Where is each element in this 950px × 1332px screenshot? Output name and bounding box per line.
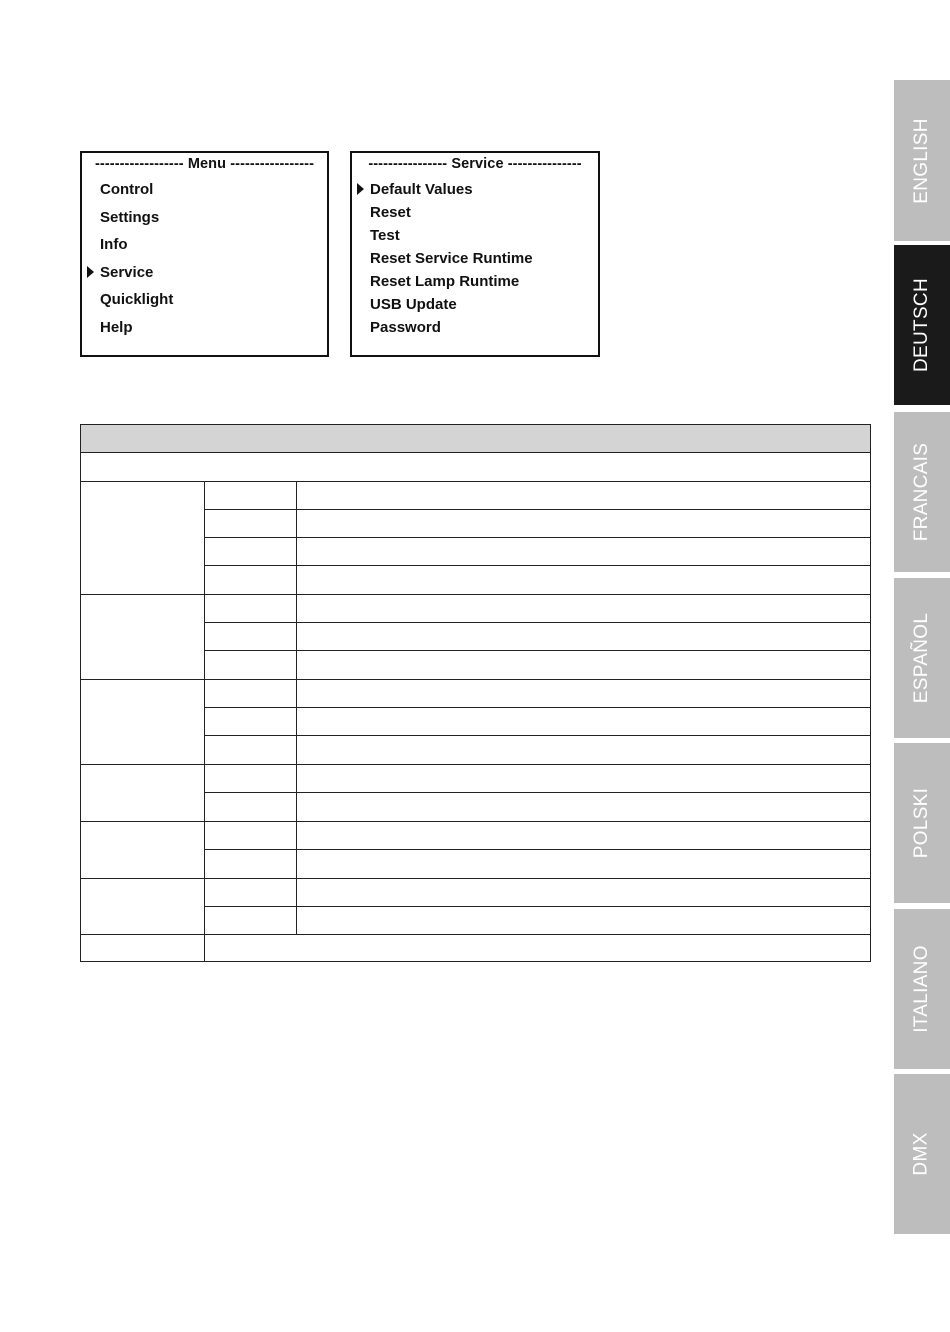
table-group-cell (80, 679, 205, 765)
tab-espanol[interactable] (894, 578, 950, 738)
table-cell (204, 537, 297, 566)
menu-item-control[interactable]: Control (100, 181, 154, 198)
service-item-reset-lamp-runtime[interactable]: Reset Lamp Runtime (370, 273, 520, 290)
table-cell (296, 906, 871, 935)
tab-label: DEUTSCH (911, 278, 932, 372)
tab-dmx[interactable] (894, 1074, 950, 1234)
table-group-cell (80, 594, 205, 680)
table-cell (296, 878, 871, 907)
table-cell (204, 792, 297, 822)
table-group-cell (80, 878, 205, 935)
table-cell (204, 622, 297, 651)
table-cell (296, 537, 871, 566)
menu-item-service[interactable]: Service (100, 264, 154, 281)
tab-english[interactable] (894, 80, 950, 241)
table-cell (204, 594, 297, 623)
table-cell (204, 707, 297, 736)
table-cell (296, 764, 871, 793)
table-cell (204, 764, 297, 793)
table-cell (296, 481, 871, 510)
service-settings-table (80, 424, 871, 962)
table-cell (204, 565, 297, 595)
main-menu-box (80, 151, 329, 357)
service-item-usb-update[interactable]: USB Update (370, 296, 457, 313)
selection-arrow-icon (87, 266, 94, 278)
table-cell (204, 650, 297, 680)
tab-label: FRANCAIS (911, 442, 932, 542)
table-cell (204, 849, 297, 879)
table-cell (296, 509, 871, 538)
table-group-cell (80, 821, 205, 879)
tab-label: ESPAÑOL (911, 612, 933, 704)
selection-arrow-icon (357, 183, 364, 195)
service-item-default-values[interactable]: Default Values (370, 181, 473, 198)
tab-deutsch[interactable] (894, 245, 950, 405)
table-cell (296, 849, 871, 879)
table-cell (204, 481, 297, 510)
table-cell (296, 594, 871, 623)
service-item-password[interactable]: Password (370, 319, 441, 336)
menu-item-quicklight[interactable]: Quicklight (100, 291, 174, 308)
table-group-cell (80, 481, 205, 595)
tab-polski[interactable] (894, 743, 950, 903)
table-cell (204, 679, 297, 708)
service-item-test[interactable]: Test (370, 227, 400, 244)
table-cell (296, 707, 871, 736)
menu-item-info[interactable]: Info (100, 236, 128, 253)
table-cell (296, 792, 871, 822)
tab-label: ENGLISH (911, 117, 933, 204)
table-cell (204, 509, 297, 538)
table-group-cell (80, 764, 205, 822)
service-item-reset-service-runtime[interactable]: Reset Service Runtime (370, 250, 533, 267)
table-cell (204, 906, 297, 935)
menu-item-settings[interactable]: Settings (100, 209, 160, 226)
main-menu-header: ------------------ Menu ----------------- (94, 156, 314, 172)
table-cell (296, 622, 871, 651)
table-cell (296, 735, 871, 765)
tab-label: ITALIANO (911, 945, 933, 1033)
service-item-reset[interactable]: Reset (370, 204, 411, 221)
table-cell (296, 821, 871, 850)
menu-item-help[interactable]: Help (100, 319, 133, 336)
table-cell (204, 934, 871, 962)
service-menu-box (350, 151, 600, 357)
table-cell (204, 878, 297, 907)
table-cell (204, 821, 297, 850)
table-cell (296, 565, 871, 595)
tab-francais[interactable] (894, 412, 950, 572)
tab-label: DMX (911, 1132, 932, 1176)
tab-italiano[interactable] (894, 909, 950, 1069)
table-cell (296, 650, 871, 680)
table-cell (296, 679, 871, 708)
tab-label: POLSKI (911, 787, 933, 859)
service-menu-header: ---------------- Service --------------- (368, 156, 582, 172)
table-section-row (80, 452, 871, 482)
table-header-row (80, 424, 871, 453)
table-cell (80, 934, 205, 962)
table-cell (204, 735, 297, 765)
